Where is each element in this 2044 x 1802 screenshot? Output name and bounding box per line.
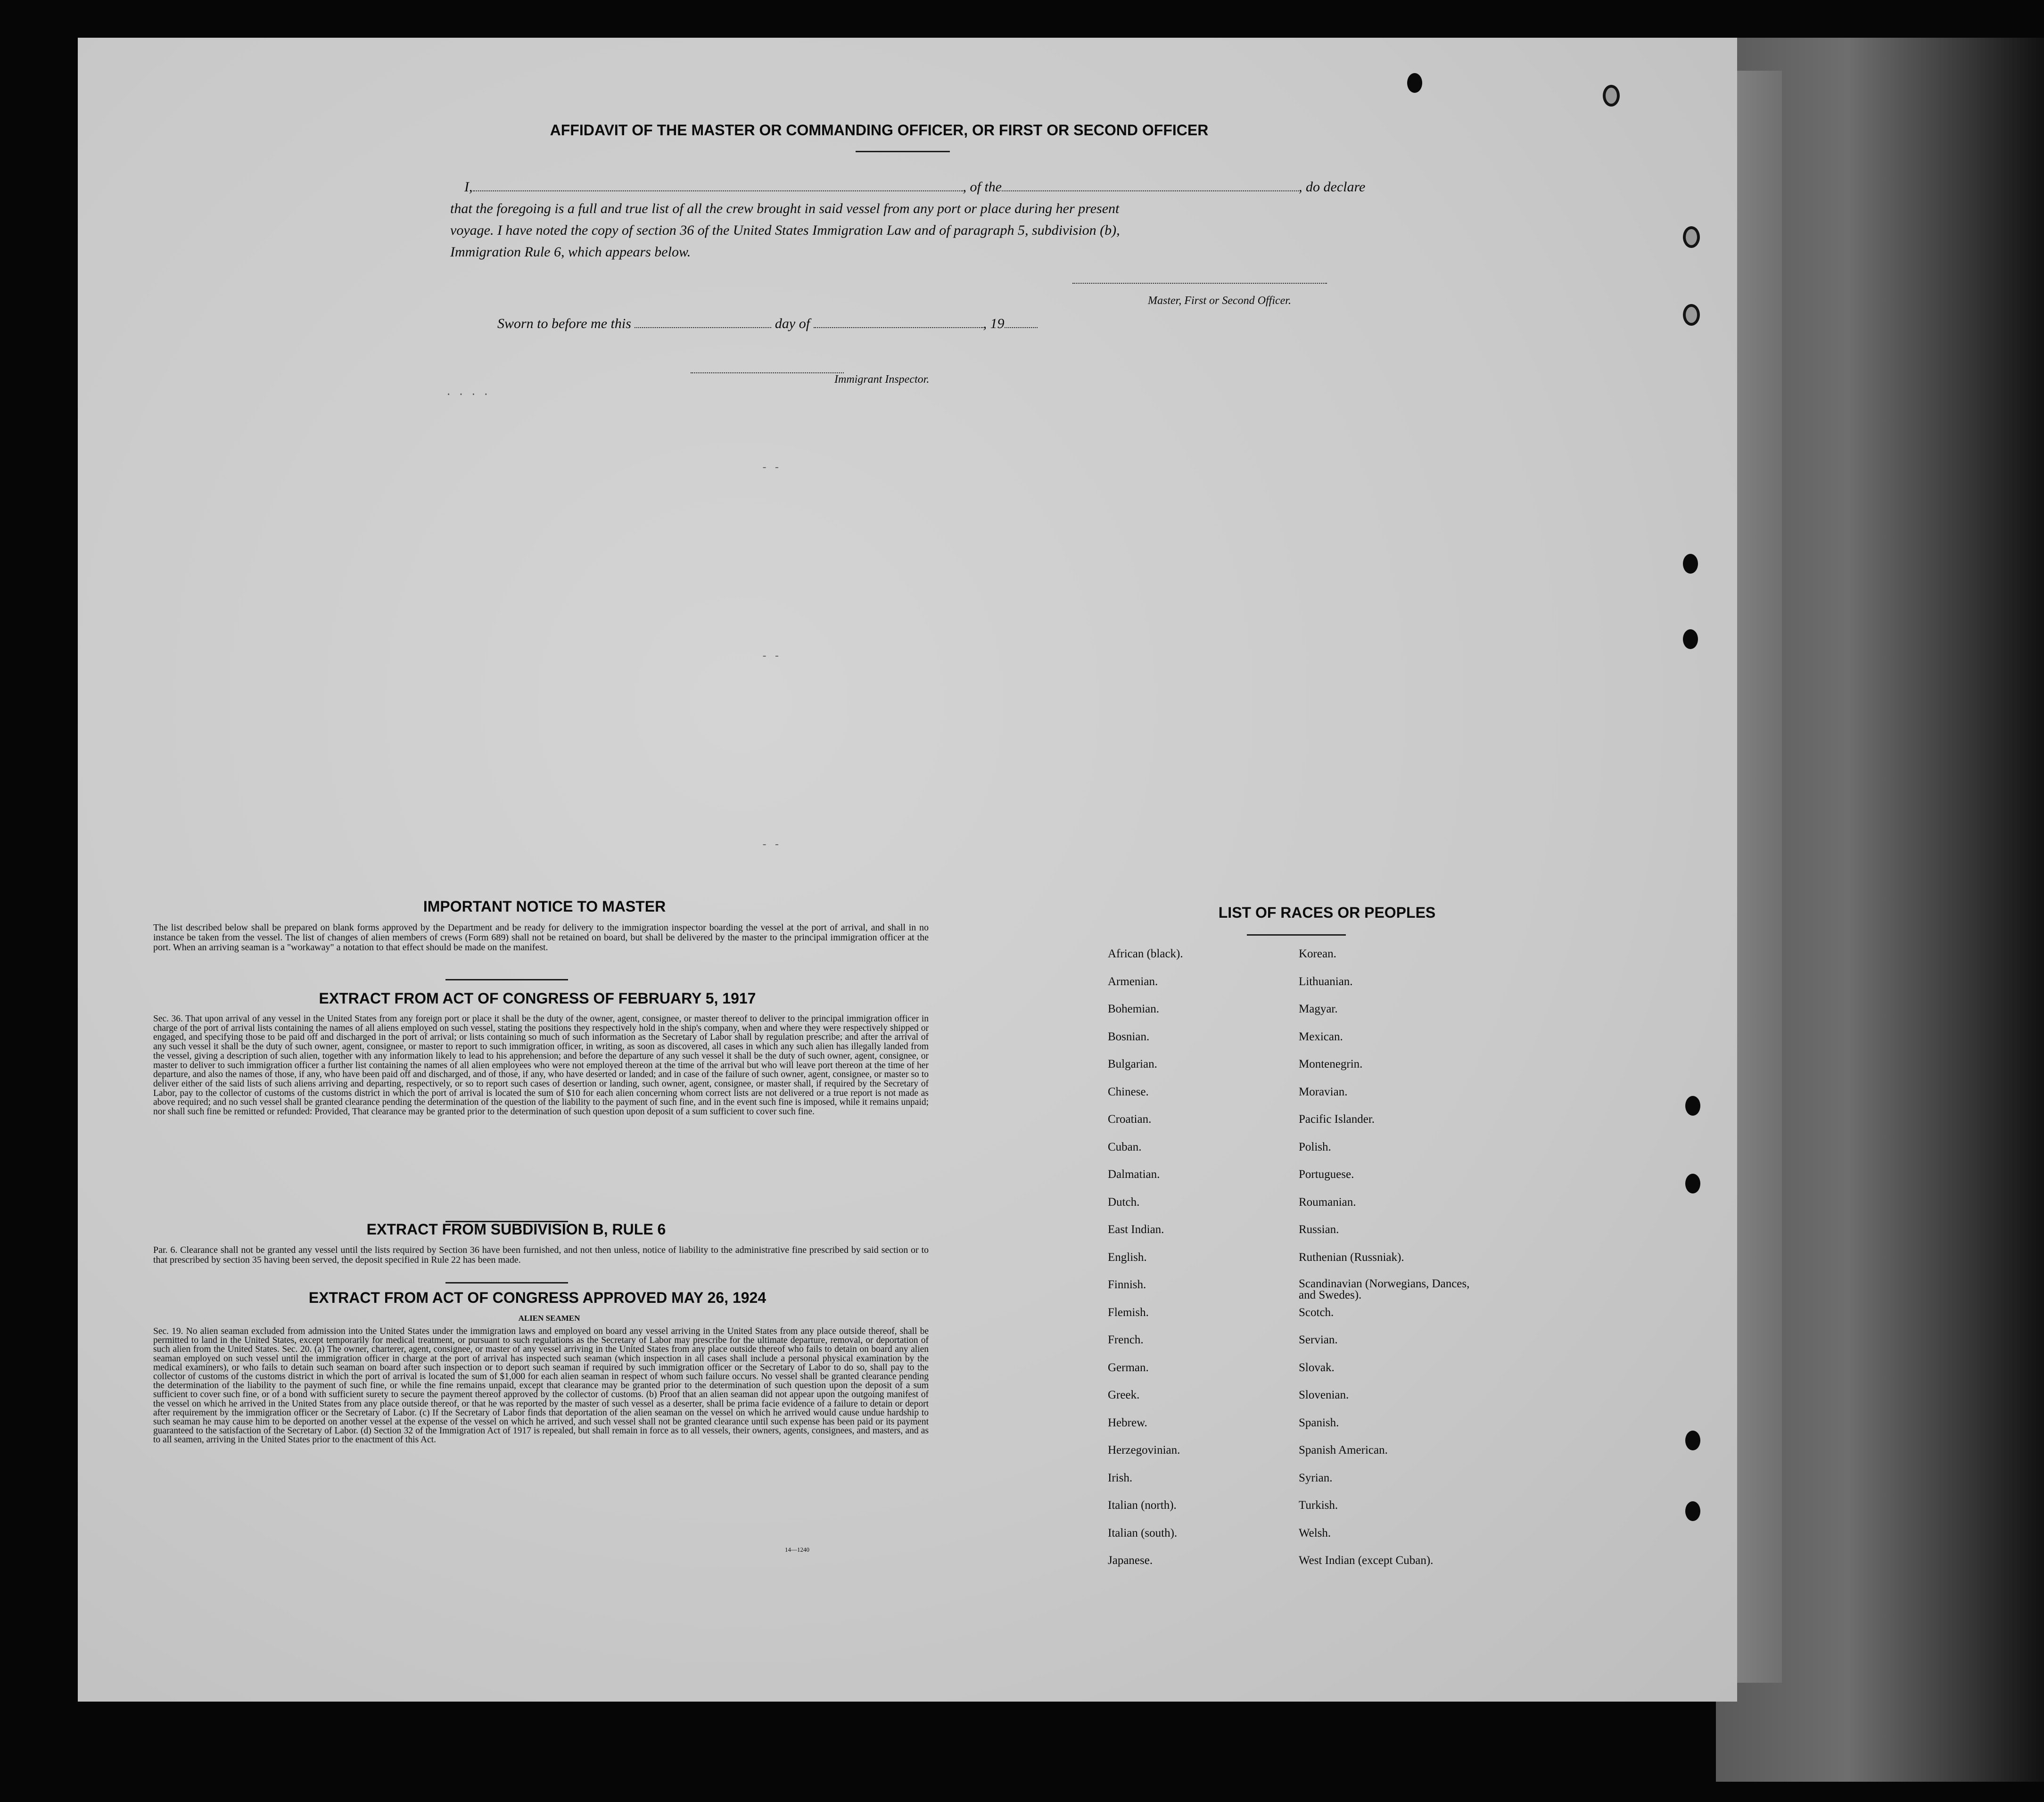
race-item: Croatian. (1108, 1113, 1152, 1126)
race-item: Portuguese. (1299, 1168, 1354, 1181)
punch-hole (1683, 554, 1698, 574)
race-item: French. (1108, 1333, 1144, 1346)
extract-rule6-title: EXTRACT FROM SUBDIVISION B, RULE 6 (366, 1221, 666, 1238)
race-item: Italian (north). (1108, 1499, 1177, 1512)
affidavit-line2: that the foregoing is a full and true list of all the crew brought in said vessel from any port or place during her present (450, 201, 1120, 216)
race-item: African (black). (1108, 947, 1183, 960)
punch-hole (1407, 73, 1422, 93)
races-left-column (1108, 947, 1183, 1582)
race-item: Turkish. (1299, 1499, 1338, 1512)
punch-hole (1685, 1431, 1700, 1450)
race-item: Mexican. (1299, 1030, 1343, 1043)
section-rule (445, 1282, 568, 1284)
punch-hole (1685, 1501, 1700, 1521)
race-item: English. (1108, 1251, 1147, 1264)
race-item: Chinese. (1108, 1085, 1149, 1098)
extract-1924-subtitle: ALIEN SEAMEN (518, 1314, 580, 1323)
punch-hole (1683, 304, 1700, 326)
race-item: Scandinavian (Norwegians, Dances, and Swedes). (1299, 1277, 1470, 1301)
race-item: Spanish. (1299, 1416, 1339, 1429)
race-item: Flemish. (1108, 1306, 1149, 1319)
affidavit-title: AFFIDAVIT OF THE MASTER OR COMMANDING OFFICER, OR FIRST OR SECOND OFFICER (550, 122, 1209, 139)
extract-1917-body: Sec. 36. That upon arrival of any vessel in the United States from any foreign port or place it shall be the duty of the owner, agent, consignee, or master thereof to deliver to the principal immigration officer in charge of the port of arrival lists containing the names of all aliens employed on such vessel, stating the positions they respectively hold in the ship's company, when and where they were respectively shipped or engaged, and specifying those to be paid off and discharged in the port of arrival; or lists containing so much of such information as the Secretary of Labor shall by regulation prescribe; and after the arrival of any such vessel it shall be the duty of such owner, agent, consignee, or master to report to such immigration officer, in writing, as soon as discovered, all cases in which any such alien has illegally landed from the vessel, giving a description of such alien, together with any information likely to lead to his apprehension; and before the departure of any such vessel it shall be the duty of such owner, agent, consignee, or master to deliver to such immigration officer a further list containing the names of all alien employees who were not employed thereon at the time of the arrival but who will leave port thereon at the time of her departure, and also the names of those, if any, who have been paid off and discharged, and of those, if any, who have deserted or landed; and in case of the failure of such owner, agent, consignee, or master so to deliver either of the said lists of such aliens arriving and departing, respectively, or so to report such cases of desertion or landing, such owner, agent, consignee, or master shall, if required by the Secretary of Labor, pay to the collector of customs of the customs district in which the port of arrival is located the sum of $10 for each alien concerning whom correct lists are not delivered or a true report is not made as above required; and no such vessel shall be granted clearance pending the determination of the question of the liability to the payment of such fine, and in the event such fine is imposed, while it remains unpaid; nor shall such fine be remitted or refunded: Provided, That clearance may be granted prior to the determination of such question upon deposit of a sum sufficient to cover such fine. (153, 1014, 929, 1117)
race-item: Hebrew. (1108, 1416, 1147, 1429)
race-item: Bosnian. (1108, 1030, 1150, 1043)
bleed-through-marks: - - (761, 462, 780, 474)
extract-rule6-body: Par. 6. Clearance shall not be granted any vessel until the lists required by Section 36 have been furnished, and not then unless, notice of liability to the administrative fine prescribed by said section or to that prescribed by section 35 having been served, the deposit specified in Rule 22 has been made. (153, 1245, 929, 1265)
bleed-through-marks: - - (761, 650, 780, 662)
race-item: Magyar. (1299, 1003, 1338, 1015)
race-item: Syrian. (1299, 1471, 1333, 1484)
race-item: Polish. (1299, 1140, 1331, 1153)
punch-hole (1603, 85, 1620, 107)
race-item: Dutch. (1108, 1195, 1140, 1209)
affidavit-line4: Immigration Rule 6, which appears below. (450, 244, 691, 260)
race-item: Montenegrin. (1299, 1058, 1363, 1070)
races-right-column (1299, 947, 1478, 1582)
punch-hole (1683, 226, 1700, 248)
race-item: Armenian. (1108, 975, 1158, 988)
master-signature-line (1072, 283, 1327, 284)
race-item: Lithuanian. (1299, 975, 1353, 988)
punch-hole (1685, 1174, 1700, 1193)
race-item: Japanese. (1108, 1554, 1153, 1567)
race-item: Korean. (1299, 947, 1336, 960)
race-item: Pacific Islander. (1299, 1113, 1375, 1126)
form-number: 14—1240 (785, 1546, 809, 1553)
race-item: Ruthenian (Russniak). (1299, 1251, 1404, 1264)
races-title: LIST OF RACES OR PEOPLES (1218, 904, 1436, 921)
race-item: Finnish. (1108, 1278, 1146, 1291)
race-item: West Indian (except Cuban). (1299, 1554, 1434, 1567)
bleed-through-marks: - - (761, 839, 780, 851)
document-page (78, 38, 1737, 1702)
affidavit-line3: voyage. I have noted the copy of section 36 of the United States Immigration Law and of paragraph 5, subdivision (b), (450, 222, 1120, 238)
race-item: Irish. (1108, 1471, 1133, 1484)
notice-body: The list described below shall be prepared on blank forms approved by the Department and be ready for delivery to the immigration inspector boarding the vessel at the port of arrival, and shall in no instance be taken from the vessel. The list of changes of alien members of crews (Form 689) shall not be retained on board, but shall be delivered by the master to the principal immigration officer at the port. When an arriving seaman is a "workaway" a notation to that effect should be made on the manifest. (153, 922, 929, 953)
title-rule (856, 151, 950, 152)
race-item: Greek. (1108, 1389, 1140, 1401)
section-rule (445, 979, 568, 980)
inspector-signature-label: Immigrant Inspector. (834, 373, 930, 386)
affidavit-line1: I, , of the , do declare (464, 179, 1366, 195)
race-item: Scotch. (1299, 1306, 1334, 1319)
extract-1924-body: Sec. 19. No alien seaman excluded from admission into the United States under the immigration laws and employed on board any vessel arriving in the United States from any place outside thereof, shall be permitted to land in the United States, except temporarily for medical treatment, or pursuant to such regulations as the Secretary of Labor may prescribe for the ultimate departure, removal, or deportation of such alien from the United States. Sec. 20. (a) The owner, charterer, agent, consignee, or master of any vessel arriving in the United States from any place outside thereof who fails to detain on board any alien seaman employed on such vessel until the immigration officer in charge at the port of arrival has inspected such seaman (which inspection in all cases shall include a personal physical examination by the medical examiners), or who fails to detain such seaman on board after such inspection or to deport such seaman if required by such immigration officer or the Secretary of Labor to do so, shall pay to the collector of customs of the customs district in which the port of arrival is located the sum of $1,000 for each alien seaman in respect of whom such failure occurs. No vessel shall be granted clearance pending the determination of the liability to the payment of such fine, or while the fine remains unpaid, except that clearance may be granted prior to the determination of such question upon the deposit of a sum sufficient to cover such fine, or of a bond with sufficient surety to secure the payment thereof approved by the collector of customs. (b) Proof that an alien seaman did not appear upon the outgoing manifest of the vessel on which he arrived in the United States from any place outside thereof, or that he was reported by the master of such vessel as a deserter, shall be prima facie evidence of a failure to detain or deport after requirement by the immigration officer or the Secretary of Labor. (c) If the Secretary of Labor finds that deportation of the alien seaman on the vessel on which he arrived would cause undue hardship to such seaman he may cause him to be deported on another vessel at the expense of the vessel on which he arrived, and such vessel shall not be granted clearance until such expense has been paid or its payment guaranteed to the satisfaction of the Secretary of Labor. (d) Section 32 of the Immigration Act of 1917 is repealed, but shall remain in force as to all vessels, their owners, agents, consignees, and masters, and as to all seamen, arriving in the United States prior to the enactment of this Act. (153, 1326, 929, 1445)
race-item: Russian. (1299, 1223, 1339, 1236)
extract-1917-title: EXTRACT FROM ACT OF CONGRESS OF FEBRUARY 5, 1917 (319, 990, 756, 1007)
race-item: Herzegovinian. (1108, 1444, 1180, 1456)
race-item: Dalmatian. (1108, 1168, 1160, 1181)
race-item: Spanish American. (1299, 1444, 1388, 1456)
notice-title: IMPORTANT NOTICE TO MASTER (423, 898, 666, 915)
race-item: East Indian. (1108, 1223, 1164, 1236)
race-item: Bulgarian. (1108, 1058, 1157, 1070)
race-item: Moravian. (1299, 1085, 1348, 1098)
bleed-through-marks: . . . . (445, 387, 489, 398)
punch-hole (1685, 1096, 1700, 1116)
race-item: Bohemian. (1108, 1003, 1160, 1015)
race-item: Slovak. (1299, 1361, 1335, 1374)
race-item: Servian. (1299, 1333, 1338, 1346)
race-item: Cuban. (1108, 1140, 1142, 1153)
race-item: Roumanian. (1299, 1195, 1356, 1209)
race-item: Italian (south). (1108, 1526, 1178, 1539)
punch-hole (1683, 629, 1698, 649)
race-item: Slovenian. (1299, 1389, 1349, 1401)
race-item: Welsh. (1299, 1526, 1331, 1539)
sworn-line: Sworn to before me this day of , 19 (497, 316, 1038, 332)
extract-1924-title: EXTRACT FROM ACT OF CONGRESS APPROVED MAY 26, 1924 (308, 1289, 766, 1306)
inspector-signature-line (691, 372, 844, 373)
race-item: German. (1108, 1361, 1149, 1374)
master-signature-label: Master, First or Second Officer. (1148, 295, 1291, 307)
races-rule (1247, 934, 1346, 936)
